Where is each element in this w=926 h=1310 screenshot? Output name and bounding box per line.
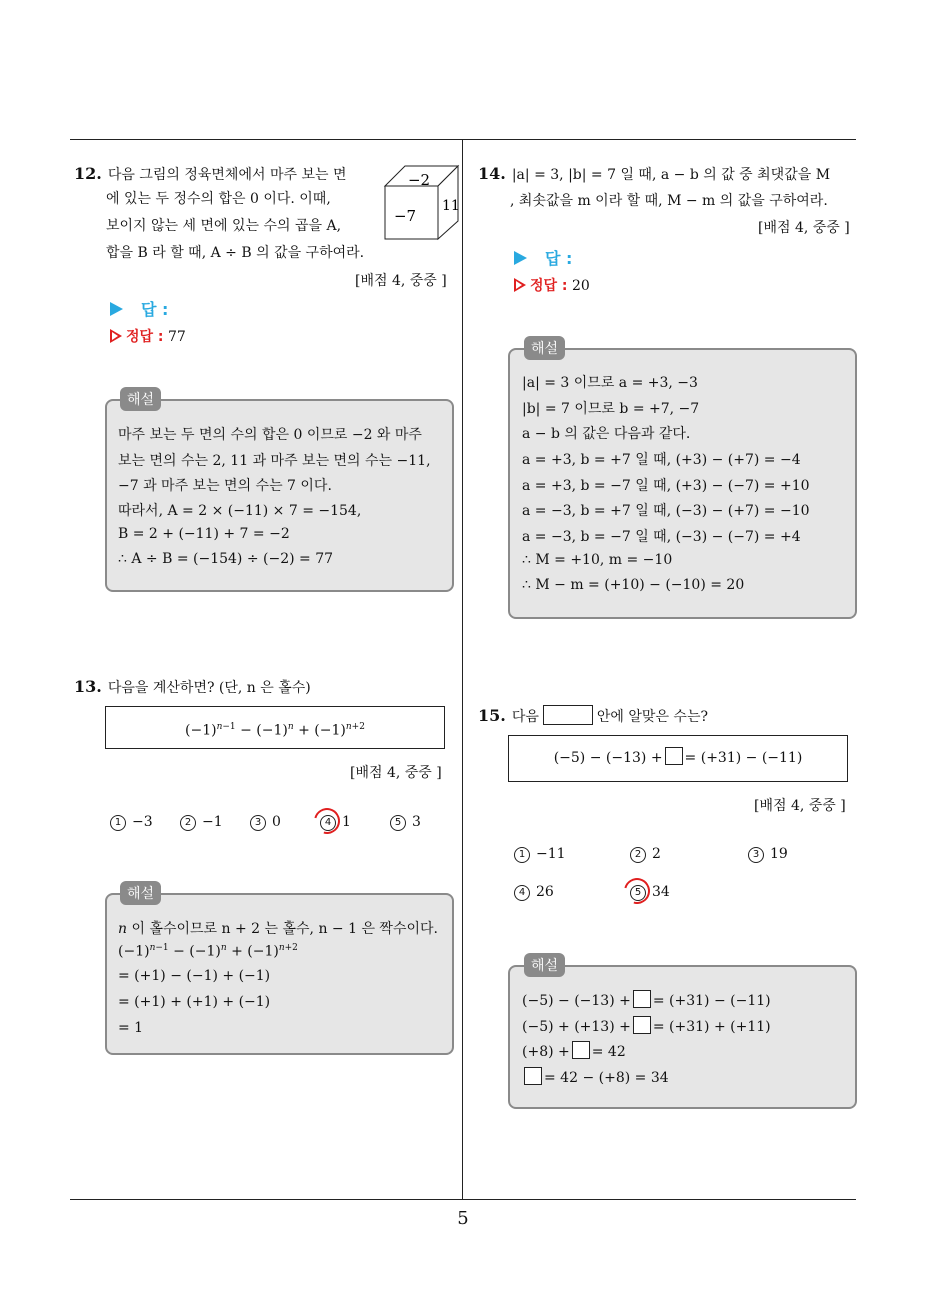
q12-answer-label: 답 : (110, 297, 168, 320)
blank-square (633, 990, 651, 1008)
answer-mark-icon (619, 873, 655, 909)
top-rule (70, 139, 856, 140)
q15-solution-line: (−5) + (+13) + = (+31) + (+11) (522, 1016, 771, 1035)
q12-solution-line: 마주 보는 두 면의 수의 합은 0 이므로 −2 와 마주 (118, 427, 422, 443)
q13-option-2[interactable]: 2 −1 (180, 814, 223, 831)
q12-solution-tag: 해설 (120, 387, 161, 411)
blank-square (572, 1041, 590, 1059)
q12-solution-line: 따라서, A = 2 × (−11) × 7 = −154, (118, 503, 362, 519)
blank-square (524, 1067, 542, 1085)
correct-arrow-icon (514, 278, 526, 292)
q13-line-1: 13. 다음을 계산하면? (단, n 은 홀수) (74, 677, 311, 696)
q14-solution-line: a = +3, b = +7 일 때, (+3) − (+7) = −4 (522, 452, 801, 468)
q15-solution-box (508, 965, 857, 1109)
arrow-icon (110, 302, 123, 316)
q14-solution-line: a − b 의 값은 다음과 같다. (522, 426, 691, 442)
q13-option-5[interactable]: 5 3 (390, 814, 421, 831)
q15-option-4[interactable]: 4 26 (514, 884, 554, 901)
q12-score: [배점 4, 중중 ] (355, 273, 447, 289)
q12-correct: 정답 : 77 (110, 326, 186, 346)
q15-solution-line: (+8) + = 42 (522, 1041, 626, 1060)
q13-expression-box: $(-1)^{n-1} - (-1)^n + (-1)^{n+2}$ (105, 706, 445, 749)
q13-solution-line: $(-1)^{n-1} - (-1)^n + (-1)^{n+2}$ (118, 943, 298, 960)
q15-solution-line: (−5) − (−13) + = (+31) − (−11) (522, 990, 771, 1009)
bottom-rule (70, 1199, 856, 1200)
q14-line-1: 14. |a| = 3, |b| = 7 일 때, a − b 의 값 중 최댓값을 M (478, 164, 831, 183)
q15-option-2[interactable]: 2 2 (630, 846, 661, 863)
q14-solution-line: a = −3, b = −7 일 때, (−3) − (−7) = +4 (522, 529, 801, 545)
correct-arrow-icon (110, 329, 122, 343)
q12-solution-line: B = 2 + (−11) + 7 = −2 (118, 526, 290, 542)
q12-solution-line: −7 과 마주 보는 면의 수는 7 이다. (118, 478, 332, 494)
q15-line-1: 15. 다음 안에 알맞은 수는? (478, 706, 708, 725)
q12-line-3: 보이지 않는 세 면에 있는 수의 곱을 A, (106, 218, 342, 234)
blank-square (633, 1016, 651, 1034)
q14-answer-label: 답 : (514, 246, 572, 269)
cube-front-value: −7 (393, 207, 417, 225)
q15-solution-line: = 42 − (+8) = 34 (522, 1067, 669, 1086)
q13-solution-line: = 1 (118, 1020, 144, 1036)
q14-line-2: , 최솟값을 m 이라 할 때, M − m 의 값을 구하여라. (510, 193, 828, 209)
cube-figure (380, 161, 460, 241)
q14-solution-tag: 해설 (524, 336, 565, 360)
page-number: 5 (457, 1208, 469, 1229)
answer-mark-icon (309, 803, 345, 839)
q13-option-1[interactable]: 1 −3 (110, 814, 153, 831)
q14-solution-line: a = −3, b = +7 일 때, (−3) − (+7) = −10 (522, 503, 810, 519)
q13-solution-tag: 해설 (120, 881, 161, 905)
q13-score: [배점 4, 중중 ] (350, 765, 442, 781)
q14-correct: 정답 : 20 (514, 275, 590, 295)
q15-expression-box: (−5) − (−13) + = (+31) − (−11) (508, 735, 848, 782)
q12-solution-line: 보는 면의 수는 2, 11 과 마주 보는 면의 수는 −11, (118, 453, 431, 469)
q13-solution-line: = (+1) − (−1) + (−1) (118, 968, 271, 984)
q12-line-4: 합을 B 라 할 때, A ÷ B 의 값을 구하여라. (106, 245, 365, 261)
q14-solution-line: |b| = 7 이므로 b = +7, −7 (522, 401, 700, 417)
q13-option-3[interactable]: 3 0 (250, 814, 281, 831)
q15-solution-tag: 해설 (524, 953, 565, 977)
blank-square (665, 747, 683, 765)
q12-solution-line: ∴ A ÷ B = (−154) ÷ (−2) = 77 (118, 551, 334, 567)
column-divider (462, 139, 463, 1200)
q13-solution-line: n 이 홀수이므로 n + 2 는 홀수, n − 1 은 짝수이다. (118, 921, 438, 937)
cube-top-value: −2 (407, 171, 431, 189)
q13-option-4[interactable]: 4 1 (320, 814, 351, 831)
q14-solution-line: |a| = 3 이므로 a = +3, −3 (522, 375, 698, 391)
q15-score: [배점 4, 중중 ] (754, 798, 846, 814)
q15-option-3[interactable]: 3 19 (748, 846, 788, 863)
blank-box (543, 705, 593, 725)
q12-line-1: 12. 다음 그림의 정육면체에서 마주 보는 면 (74, 164, 347, 183)
q14-solution-line: ∴ M = +10, m = −10 (522, 552, 673, 568)
q15-option-5[interactable]: 5 34 (630, 884, 670, 901)
cube-side-value: 11 (442, 198, 460, 214)
q14-score: [배점 4, 중중 ] (758, 220, 850, 236)
q15-option-1[interactable]: 1 −11 (514, 846, 566, 863)
q14-solution-line: ∴ M − m = (+10) − (−10) = 20 (522, 577, 745, 593)
q12-line-2: 에 있는 두 정수의 합은 0 이다. 이때, (106, 191, 331, 207)
arrow-icon (514, 251, 527, 265)
q14-solution-line: a = +3, b = −7 일 때, (+3) − (−7) = +10 (522, 478, 810, 494)
q13-solution-line: = (+1) + (+1) + (−1) (118, 994, 271, 1010)
